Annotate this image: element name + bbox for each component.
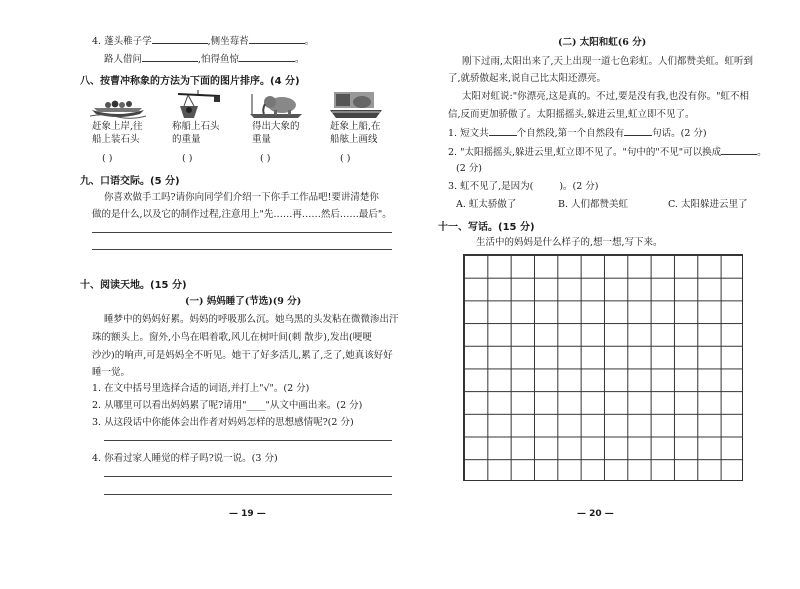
question-text: 。 [757, 147, 767, 158]
passage-1-line-1: 睡梦中的妈妈好累。妈妈的呼吸那么沉。她乌黑的头发粘在微微渗出汗 [104, 314, 399, 325]
writing-line[interactable] [104, 440, 392, 441]
answer-blank[interactable] [249, 34, 305, 44]
caption-text: 赶象上岸,往 [92, 121, 143, 132]
order-bracket-1[interactable]: ( ) [102, 153, 113, 164]
caption-text: 赶象上船,在 [330, 121, 381, 132]
writing-line[interactable] [104, 494, 392, 495]
order-bracket-3[interactable]: ( ) [260, 153, 271, 164]
section-8-title: 八、按曹冲称象的方法为下面的图片排序。(4 分) [80, 76, 300, 87]
caption-text: 称船上石头 [172, 121, 220, 132]
poem-line-1 [92, 34, 314, 48]
question-text: )。(2 分) [559, 181, 599, 192]
caption-text: 得出大象的 [252, 121, 300, 132]
elephant-weight-picture [248, 88, 304, 120]
page-number-right: — 20 — [577, 509, 614, 519]
question-text: 个自然段,第一个自然段有 [516, 128, 625, 139]
question-text: 句话。(2 分) [652, 128, 707, 139]
writing-line[interactable] [104, 476, 392, 477]
passage-1-line-3: 沙沙)的响声,可是妈妈全不听见。她干了好多活儿,累了,乏了,她真该好好 [92, 350, 393, 361]
poem-text: 。 [295, 54, 305, 65]
question-10-4: 4. 你看过家人睡觉的样子吗?说一说。(3 分) [92, 453, 278, 464]
caption-text: 的重量 [172, 134, 201, 145]
question-r-2-score: (2 分) [456, 163, 482, 174]
passage-2-line-2: 了,就骄傲起来,说自己比太阳还漂亮。 [448, 73, 607, 84]
section-11-title: 十一、写话。(15 分) [438, 222, 535, 233]
poem-text: ,侧坐莓苔 [207, 36, 249, 47]
answer-blank[interactable] [624, 126, 652, 136]
answer-blank[interactable] [152, 34, 208, 44]
caption-text: 船上装石头 [92, 134, 140, 145]
order-bracket-4[interactable]: ( ) [340, 153, 351, 164]
answer-blank[interactable] [239, 52, 295, 62]
question-text: 1. 短文共 [448, 128, 489, 139]
order-bracket-2[interactable]: ( ) [182, 153, 193, 164]
caption-3 [252, 120, 300, 146]
caption-text: 船舷上画线 [330, 134, 378, 145]
poem-text: 。 [304, 36, 315, 47]
section-9-prompt-2: 做的是什么,以及它的制作过程,注意用上"先……再……然后……最后"。 [92, 209, 392, 220]
question-r-3 [448, 180, 599, 193]
passage-2-line-1: 刚下过雨,太阳出来了,天上出现一道七色彩虹。人们都赞美虹。虹听到 [462, 56, 754, 67]
passage-1-title: (一) 妈妈睡了(节选)(9 分) [185, 296, 302, 307]
section-9-title: 九、口语交际。(5 分) [80, 176, 180, 187]
question-10-2: 2. 从哪里可以看出妈妈累了呢?请用"____"从文中画出来。(2 分) [92, 400, 363, 411]
writing-grid[interactable] [463, 254, 743, 481]
caption-1 [92, 120, 143, 146]
question-r-1 [448, 126, 707, 140]
question-10-1: 1. 在文中括号里选择合适的词语,并打上"√"。(2 分) [92, 383, 310, 394]
passage-2-title: (二) 太阳和虹(6 分) [558, 37, 647, 48]
passage-2-line-3: 太阳对虹说:"你漂亮,这是真的。不过,要是没有我,也没有你。"虹不相 [462, 91, 750, 102]
caption-2 [172, 120, 220, 146]
section-11-prompt: 生活中的妈妈是什么样子的,想一想,写下来。 [476, 237, 663, 248]
poem-text: 路人借问 [104, 54, 143, 65]
boat-stones-picture [90, 88, 146, 120]
caption-4 [330, 120, 381, 146]
question-text: 2. "太阳摇摇头,躲进云里,虹立即不见了。"句中的"不见"可以换成 [448, 147, 722, 158]
question-r-2 [448, 145, 767, 159]
option-c[interactable]: C. 太阳躲进云里了 [668, 199, 748, 210]
section-10-title: 十、阅读天地。(15 分) [80, 280, 187, 291]
option-b[interactable]: B. 人们都赞美虹 [558, 199, 629, 210]
elephant-on-boat-picture [328, 88, 384, 120]
poem-line-2 [104, 52, 305, 66]
poem-text: 4. 蓬头稚子学 [92, 36, 152, 47]
passage-1-line-4: 睡一觉。 [92, 367, 131, 378]
question-10-3: 3. 从这段话中你能体会出作者对妈妈怎样的思想感情呢?(2 分) [92, 417, 354, 428]
answer-blank[interactable] [721, 145, 757, 155]
writing-line[interactable] [92, 249, 392, 250]
question-text: 3. 虹不见了,是因为( [448, 181, 534, 192]
option-a[interactable]: A. 虹太骄傲了 [456, 199, 517, 210]
answer-blank[interactable] [142, 52, 198, 62]
section-9-prompt-1: 你喜欢做手工吗?请你向同学们介绍一下你手工作品吧!要讲清楚你 [104, 192, 379, 203]
writing-line[interactable] [92, 232, 392, 233]
caption-text: 重量 [252, 134, 272, 145]
passage-1-line-2: 珠的额头上。窗外,小鸟在唱着歌,风儿在树叶间(刺 散步),发出(哽哽 [92, 332, 372, 343]
page-number-left: — 19 — [229, 509, 266, 519]
passage-2-line-4: 信,反而更加骄傲了。太阳摇摇头,躲进云里,虹立即不见了。 [448, 109, 695, 120]
weighing-stones-picture [170, 88, 226, 120]
poem-text: ,怕得鱼惊 [198, 54, 240, 65]
answer-blank[interactable] [489, 126, 517, 136]
